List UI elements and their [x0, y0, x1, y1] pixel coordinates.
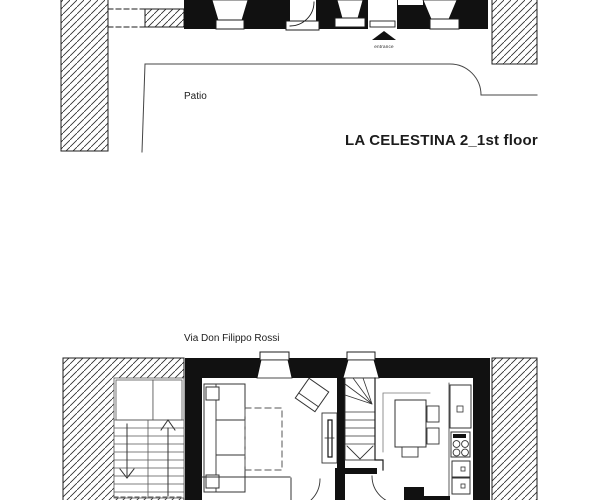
upper-right-hatched-wall — [492, 0, 537, 64]
plan-title: LA CELESTINA 2_1st floor — [345, 132, 538, 149]
lower-floor-plan — [63, 333, 537, 500]
lower-window-1-frame — [260, 352, 289, 360]
bottom-cut-wall — [404, 496, 450, 500]
sink-symbol — [457, 406, 463, 412]
lower-window-2-frame — [347, 352, 375, 360]
lower-window-2 — [343, 360, 379, 378]
upper-window-1 — [212, 0, 248, 20]
upper-window-1-sill — [216, 20, 244, 29]
upper-left-hatched-wall — [61, 0, 108, 151]
chair-right-1 — [427, 406, 439, 422]
entrance-label: entrance — [374, 44, 394, 49]
radiator-core — [328, 420, 332, 457]
hall-wall-stub — [335, 474, 345, 500]
dining-set — [395, 400, 439, 457]
upper-window-2 — [337, 0, 363, 18]
lower-door-1-swing-arc — [291, 479, 320, 500]
entrance-marker-icon — [372, 31, 396, 40]
bed-dashed-outline — [245, 408, 282, 470]
chair-right-2 — [427, 428, 439, 444]
stairwell-outline — [345, 378, 375, 460]
chair-bottom — [402, 447, 418, 457]
patio-label: Patio — [184, 91, 207, 102]
dining-table — [395, 400, 426, 447]
lower-window-1 — [257, 360, 292, 378]
kitchen — [449, 383, 471, 496]
internal-staircase — [345, 378, 375, 460]
lower-street-wall — [185, 358, 473, 378]
radiator — [322, 413, 337, 463]
armchair — [295, 378, 328, 411]
sofa — [204, 384, 245, 492]
lower-left-wall — [185, 378, 202, 500]
upper-floor-plan — [61, 0, 538, 152]
patio-boundary-left-edge — [142, 64, 145, 152]
stair-landing-right — [153, 380, 182, 420]
upper-entrance-door-leaf — [370, 21, 395, 27]
armchair-outline — [295, 378, 328, 411]
lower-right-hatched-building — [492, 358, 537, 500]
lower-door-2-swing-arc — [372, 476, 400, 500]
stair-landing-left — [116, 380, 153, 420]
hall-partition-wall — [335, 468, 377, 474]
stairwell-side-wall — [375, 378, 383, 470]
upper-wall-notch — [398, 0, 423, 5]
stove-control-panel — [453, 434, 466, 438]
upper-dashed-opening — [108, 9, 145, 27]
upper-hatched-wall-block — [145, 9, 184, 27]
upper-window-2-sill — [335, 18, 365, 27]
street-label: Via Don Filippo Rossi — [184, 333, 280, 344]
lower-right-wall — [473, 358, 490, 500]
upper-window-3-sill — [430, 19, 459, 29]
sofa-pillow-top — [206, 387, 219, 400]
stair-partition-wall — [337, 378, 345, 470]
